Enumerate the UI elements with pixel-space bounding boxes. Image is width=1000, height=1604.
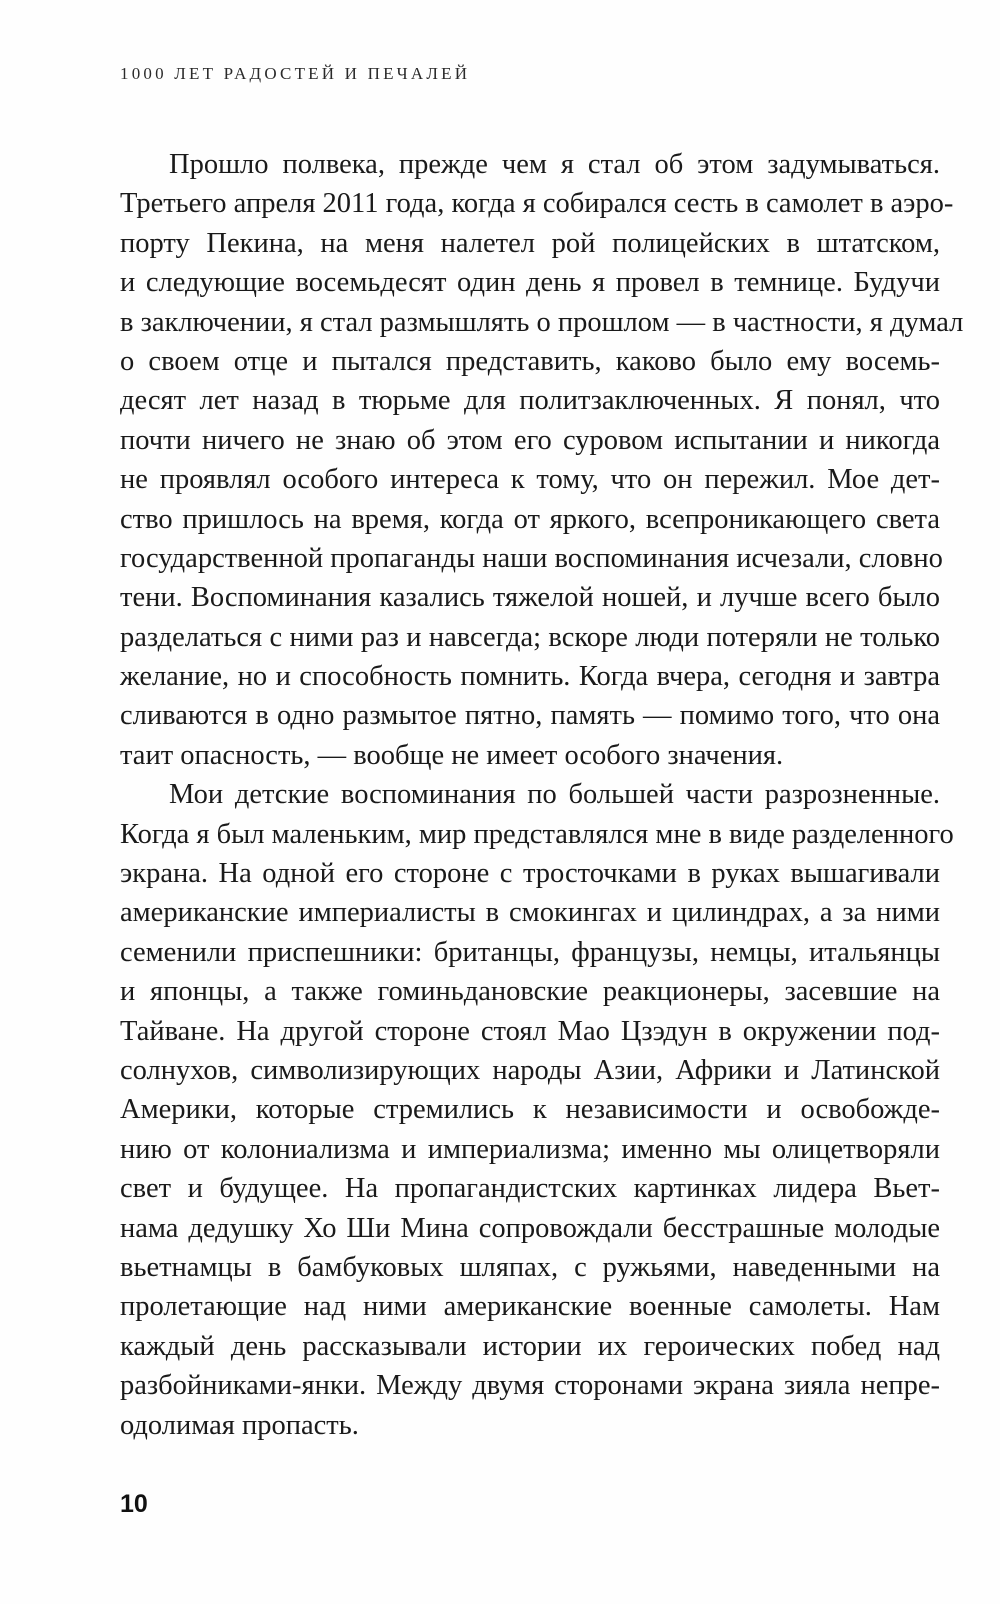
text-line: Тайване. На другой стороне стоял Мао Цзэдун в окружении под- bbox=[120, 1015, 940, 1047]
text-line: американские империалисты в смокингах и цилиндрах, а за ними bbox=[120, 897, 940, 929]
text-line: десят лет назад в тюрьме для политзаключенных. Я понял, что bbox=[120, 385, 940, 417]
text-line: о своем отце и пытался представить, каково было ему восемь- bbox=[120, 345, 940, 377]
text-line: почти ничего не знаю об этом его суровом испытании и никогда bbox=[120, 424, 940, 456]
text-line: Мои детские воспоминания по большей части разрозненные. bbox=[169, 779, 940, 811]
paragraph bbox=[120, 775, 954, 1445]
text-line: Америки, которые стремились к независимости и освобожде- bbox=[120, 1094, 940, 1126]
text-line: одолимая пропасть. bbox=[120, 1409, 359, 1441]
text-line: и следующие восемьдесят один день я провел в темнице. Будучи bbox=[120, 267, 940, 299]
paragraph bbox=[120, 145, 964, 775]
page-number: 10 bbox=[120, 1490, 148, 1518]
text-line: в заключении, я стал размышлять о прошлом — в частности, я думал bbox=[120, 306, 964, 338]
text-line: государственной пропаганды наши воспоминания исчезали, словно bbox=[120, 542, 943, 574]
text-line: порту Пекина, на меня налетел рой полицейских в штатском, bbox=[120, 227, 940, 259]
text-line: таит опасность, — вообще не имеет особого значения. bbox=[120, 739, 784, 771]
text-line: и японцы, а также гоминьдановские реакционеры, засевшие на bbox=[120, 976, 940, 1008]
text-line: ство пришлось на время, когда от яркого, всепроникающего света bbox=[120, 503, 940, 535]
text-line: разбойниками-янки. Между двумя сторонами экрана зияла непре- bbox=[120, 1370, 940, 1402]
text-line: каждый день рассказывали истории их героических побед над bbox=[120, 1330, 940, 1362]
text-line: солнухов, символизирующих народы Азии, Африки и Латинской bbox=[120, 1054, 940, 1086]
text-line: Когда я был маленьким, мир представлялся мне в виде разделенного bbox=[120, 818, 954, 850]
text-line: разделаться с ними раз и навсегда; вскоре люди потеряли не только bbox=[120, 621, 940, 653]
text-line: тени. Воспоминания казались тяжелой ношей, и лучше всего было bbox=[120, 582, 940, 614]
text-line: пролетающие над ними американские военные самолеты. Нам bbox=[120, 1291, 940, 1323]
text-line: не проявлял особого интереса к тому, что он пережил. Мое дет- bbox=[120, 464, 940, 496]
text-line: Прошло полвека, прежде чем я стал об этом задумываться. bbox=[169, 149, 940, 180]
text-line: нама дедушку Хо Ши Мина сопровождали бесстрашные молодые bbox=[120, 1212, 940, 1244]
running-head-title: 1000 ЛЕТ РАДОСТЕЙ И ПЕЧАЛЕЙ bbox=[120, 64, 471, 83]
text-line: вьетнамцы в бамбуковых шляпах, с ружьями, наведенными на bbox=[120, 1251, 940, 1283]
text-line: нию от колониализма и империализма; именно мы олицетворяли bbox=[120, 1133, 940, 1165]
text-line: Третьего апреля 2011 года, когда я собирался сесть в самолет в аэро- bbox=[120, 188, 954, 220]
text-line: свет и будущее. На пропагандистских картинках лидера Вьет- bbox=[120, 1173, 940, 1205]
text-line: экрана. На одной его стороне с тросточками в руках вышагивали bbox=[120, 858, 940, 890]
text-line: желание, но и способность помнить. Когда вчера, сегодня и завтра bbox=[120, 661, 940, 693]
body-text bbox=[120, 145, 964, 1445]
text-line: сливаются в одно размытое пятно, память — помимо того, что она bbox=[120, 700, 940, 732]
text-line: семенили приспешники: британцы, французы, немцы, итальянцы bbox=[120, 936, 940, 968]
